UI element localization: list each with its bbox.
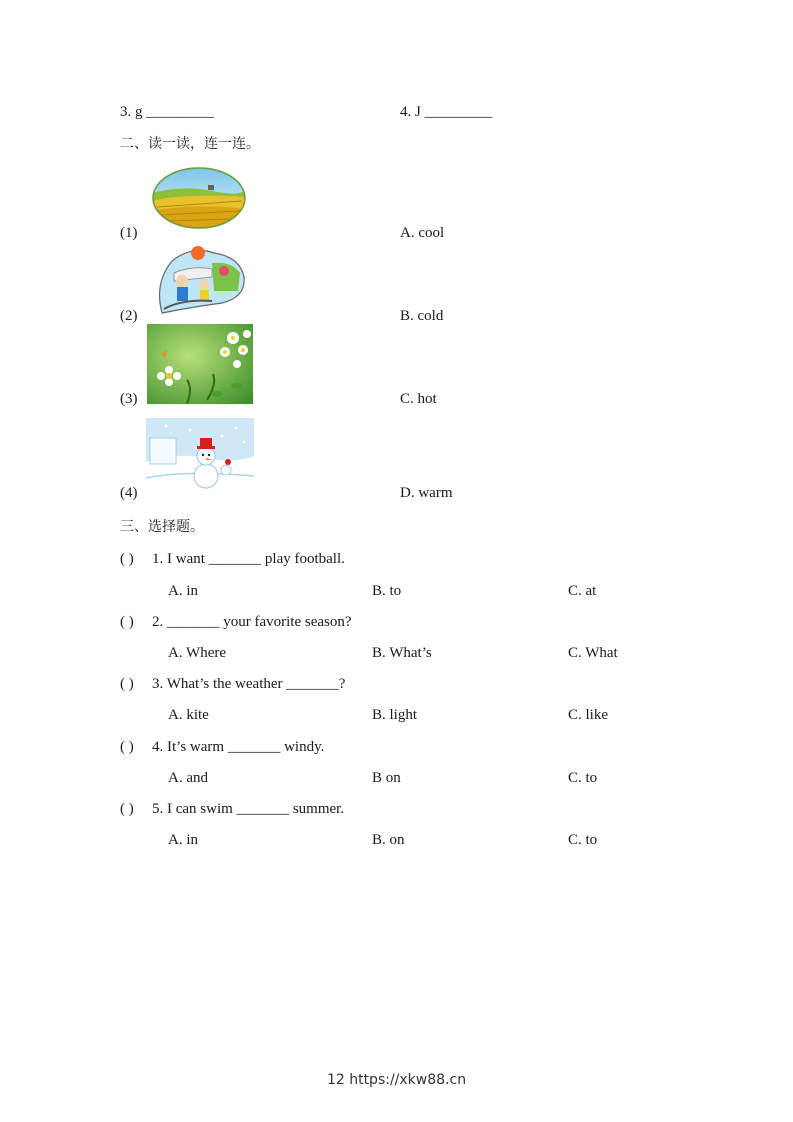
match-label-2: (2) [120,308,138,324]
question-text: 1. I want _______ play football. [152,551,345,567]
fill-item-3: 3. g _________ [120,104,214,120]
snowman-winter-picture [146,418,254,494]
choice-b: B. to [372,583,402,599]
choice-a: A. in [168,832,198,848]
choice-c: C. to [568,832,598,848]
choice-b: B. What’s [372,645,432,661]
choice-c: C. at [568,583,597,599]
choice-a: A. in [168,583,198,599]
answer-paren[interactable]: ( ) [120,551,134,567]
page-footer: 12 https://xkw88.cn [326,1072,467,1088]
question-text: 2. _______ your favorite season? [152,614,352,630]
choice-c: C. to [568,770,598,786]
match-label-4: (4) [120,485,138,501]
choice-a: A. Where [168,645,227,661]
answer-paren[interactable]: ( ) [120,801,134,817]
match-option-d: D. warm [400,485,453,501]
match-option-c: C. hot [400,391,437,407]
match-label-3: (3) [120,391,138,407]
match-option-b: B. cold [400,308,444,324]
spring-flowers-picture [147,324,253,404]
question-text: 4. It’s warm _______ windy. [152,739,325,755]
choice-b: B. light [372,707,418,723]
choice-c: C. What [568,645,618,661]
section2-heading: 二、读一读，连一连。 [120,136,260,152]
choice-b: B. on [372,832,405,848]
answer-paren[interactable]: ( ) [120,614,134,630]
fill-item-4: 4. J _________ [400,104,493,120]
question-text: 5. I can swim _______ summer. [152,801,345,817]
kids-sunny-picture [152,243,246,315]
choice-a: A. and [168,770,208,786]
match-option-a: A. cool [400,225,445,241]
choice-a: A. kite [168,707,209,723]
choice-b: B on [372,770,401,786]
section3-heading: 三、选择题。 [120,519,204,535]
autumn-field-picture [152,167,246,229]
choice-c: C. like [568,707,608,723]
answer-paren[interactable]: ( ) [120,676,134,692]
question-text: 3. What’s the weather _______? [152,676,346,692]
answer-paren[interactable]: ( ) [120,739,134,755]
match-label-1: (1) [120,225,138,241]
